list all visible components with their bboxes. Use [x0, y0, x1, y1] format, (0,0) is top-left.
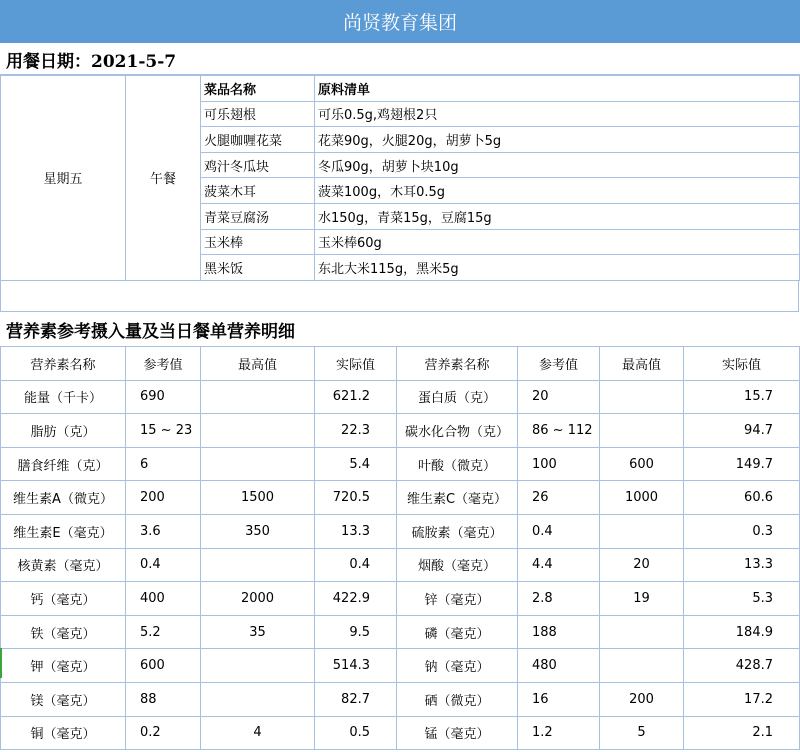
actual-value-cell: 428.7 — [684, 649, 800, 683]
ingredients-cell: 玉米棒60g — [315, 229, 800, 255]
nutrient-name-cell: 钾（毫克） — [1, 649, 126, 683]
nutrient-name-cell: 维生素E（毫克） — [1, 514, 126, 548]
actual-value-cell: 621.2 — [315, 380, 397, 414]
actual-value-cell: 0.5 — [315, 716, 397, 750]
actual-value-cell: 17.2 — [684, 682, 800, 716]
ingredients-cell: 东北大米115g，黑米5g — [315, 255, 800, 281]
reference-value-cell: 86 ~ 112 — [518, 414, 600, 448]
dish-name-cell: 火腿咖喱花菜 — [201, 127, 315, 153]
reference-value-cell: 2.8 — [518, 582, 600, 616]
meal-type-cell: 午餐 — [126, 76, 201, 281]
nutrition-row — [1, 582, 800, 616]
nutrient-name-cell: 膳食纤维（克） — [1, 447, 126, 481]
max-value-cell — [201, 649, 315, 683]
dish-column-header: 菜品名称 — [201, 76, 315, 102]
reference-value-cell: 200 — [126, 481, 201, 515]
page-title: 尚贤教育集团 — [342, 12, 457, 34]
nutrient-name-cell: 能量（千卡） — [1, 380, 126, 414]
reference-value-cell: 16 — [518, 682, 600, 716]
nutrition-column-header: 实际值 — [684, 347, 800, 381]
max-value-cell: 20 — [600, 548, 684, 582]
reference-value-cell: 6 — [126, 447, 201, 481]
nutrient-name-cell: 铜（毫克） — [1, 716, 126, 750]
actual-value-cell: 22.3 — [315, 414, 397, 448]
ingredients-cell: 水150g，青菜15g，豆腐15g — [315, 203, 800, 229]
reference-value-cell: 0.4 — [126, 548, 201, 582]
max-value-cell: 1500 — [201, 481, 315, 515]
max-value-cell — [600, 615, 684, 649]
nutrient-name-cell: 烟酸（毫克） — [397, 548, 518, 582]
ingredients-cell: 花菜90g，火腿20g，胡萝卜5g — [315, 127, 800, 153]
actual-value-cell: 5.4 — [315, 447, 397, 481]
max-value-cell: 350 — [201, 514, 315, 548]
nutrient-name-cell: 碳水化合物（克） — [397, 414, 518, 448]
nutrition-row — [1, 447, 800, 481]
actual-value-cell: 60.6 — [684, 481, 800, 515]
menu-table — [0, 75, 800, 281]
page-title-banner — [0, 0, 800, 43]
max-value-cell — [600, 649, 684, 683]
nutrient-name-cell: 锌（毫克） — [397, 582, 518, 616]
nutrition-row — [1, 380, 800, 414]
row-selection-marker — [0, 648, 2, 678]
max-value-cell — [600, 414, 684, 448]
nutrient-name-cell: 硫胺素（毫克） — [397, 514, 518, 548]
max-value-cell — [201, 548, 315, 582]
dish-name-cell: 鸡汁冬瓜块 — [201, 152, 315, 178]
nutrient-name-cell: 维生素C（毫克） — [397, 481, 518, 515]
actual-value-cell: 422.9 — [315, 582, 397, 616]
nutrient-name-cell: 蛋白质（克） — [397, 380, 518, 414]
max-value-cell: 600 — [600, 447, 684, 481]
weekday-cell: 星期五 — [1, 76, 126, 281]
max-value-cell: 4 — [201, 716, 315, 750]
ingredients-column-header: 原料清单 — [315, 76, 800, 102]
actual-value-cell: 720.5 — [315, 481, 397, 515]
nutrition-heading: 营养素参考摄入量及当日餐单营养明细 — [6, 321, 295, 342]
actual-value-cell: 184.9 — [684, 615, 800, 649]
blank-row — [0, 280, 799, 312]
nutrition-row — [1, 716, 800, 750]
actual-value-cell: 9.5 — [315, 615, 397, 649]
nutrient-name-cell: 钠（毫克） — [397, 649, 518, 683]
ingredients-cell: 冬瓜90g，胡萝卜块10g — [315, 152, 800, 178]
nutrient-name-cell: 硒（微克） — [397, 682, 518, 716]
reference-value-cell: 15 ~ 23 — [126, 414, 201, 448]
dish-name-cell: 玉米棒 — [201, 229, 315, 255]
nutrition-column-header: 最高值 — [201, 347, 315, 381]
max-value-cell: 200 — [600, 682, 684, 716]
actual-value-cell: 94.7 — [684, 414, 800, 448]
max-value-cell: 2000 — [201, 582, 315, 616]
nutrition-column-header: 参考值 — [518, 347, 600, 381]
reference-value-cell: 20 — [518, 380, 600, 414]
max-value-cell — [201, 682, 315, 716]
reference-value-cell: 88 — [126, 682, 201, 716]
menu-header-row — [1, 76, 800, 102]
nutrient-name-cell: 维生素A（微克） — [1, 481, 126, 515]
max-value-cell: 1000 — [600, 481, 684, 515]
actual-value-cell: 0.4 — [315, 548, 397, 582]
nutrition-header-row — [1, 347, 800, 381]
max-value-cell: 19 — [600, 582, 684, 616]
nutrient-name-cell: 钙（毫克） — [1, 582, 126, 616]
nutrition-table — [0, 346, 800, 750]
reference-value-cell: 0.2 — [126, 716, 201, 750]
actual-value-cell: 13.3 — [315, 514, 397, 548]
nutrient-name-cell: 叶酸（微克） — [397, 447, 518, 481]
dish-name-cell: 菠菜木耳 — [201, 178, 315, 204]
nutrition-row — [1, 514, 800, 548]
nutrition-column-header: 营养素名称 — [1, 347, 126, 381]
nutrient-name-cell: 镁（毫克） — [1, 682, 126, 716]
reference-value-cell: 600 — [126, 649, 201, 683]
nutrient-name-cell: 铁（毫克） — [1, 615, 126, 649]
dish-name-cell: 黑米饭 — [201, 255, 315, 281]
actual-value-cell: 149.7 — [684, 447, 800, 481]
reference-value-cell: 0.4 — [518, 514, 600, 548]
reference-value-cell: 3.6 — [126, 514, 201, 548]
max-value-cell — [600, 514, 684, 548]
reference-value-cell: 26 — [518, 481, 600, 515]
max-value-cell — [600, 380, 684, 414]
reference-value-cell: 4.4 — [518, 548, 600, 582]
nutrient-name-cell: 磷（毫克） — [397, 615, 518, 649]
actual-value-cell: 15.7 — [684, 380, 800, 414]
nutrition-row — [1, 548, 800, 582]
reference-value-cell: 400 — [126, 582, 201, 616]
dish-name-cell: 青菜豆腐汤 — [201, 203, 315, 229]
nutrition-row — [1, 649, 800, 683]
nutrient-name-cell: 锰（毫克） — [397, 716, 518, 750]
ingredients-cell: 可乐0.5g,鸡翅根2只 — [315, 101, 800, 127]
meal-date: 用餐日期：2021-5-7 — [0, 44, 800, 75]
max-value-cell — [201, 447, 315, 481]
actual-value-cell: 13.3 — [684, 548, 800, 582]
max-value-cell: 5 — [600, 716, 684, 750]
actual-value-cell: 5.3 — [684, 582, 800, 616]
dish-name-cell: 可乐翅根 — [201, 101, 315, 127]
reference-value-cell: 1.2 — [518, 716, 600, 750]
max-value-cell — [201, 380, 315, 414]
nutrition-row — [1, 481, 800, 515]
actual-value-cell: 82.7 — [315, 682, 397, 716]
nutrition-column-header: 参考值 — [126, 347, 201, 381]
nutrient-name-cell: 脂肪（克） — [1, 414, 126, 448]
nutrition-column-header: 实际值 — [315, 347, 397, 381]
actual-value-cell: 0.3 — [684, 514, 800, 548]
max-value-cell — [201, 414, 315, 448]
ingredients-cell: 菠菜100g，木耳0.5g — [315, 178, 800, 204]
actual-value-cell: 2.1 — [684, 716, 800, 750]
nutrition-column-header: 最高值 — [600, 347, 684, 381]
nutrition-row — [1, 414, 800, 448]
nutrient-name-cell: 核黄素（毫克） — [1, 548, 126, 582]
actual-value-cell: 514.3 — [315, 649, 397, 683]
reference-value-cell: 188 — [518, 615, 600, 649]
max-value-cell: 35 — [201, 615, 315, 649]
nutrition-row — [1, 615, 800, 649]
reference-value-cell: 5.2 — [126, 615, 201, 649]
reference-value-cell: 480 — [518, 649, 600, 683]
nutrition-column-header: 营养素名称 — [397, 347, 518, 381]
reference-value-cell: 690 — [126, 380, 201, 414]
nutrition-row — [1, 682, 800, 716]
reference-value-cell: 100 — [518, 447, 600, 481]
